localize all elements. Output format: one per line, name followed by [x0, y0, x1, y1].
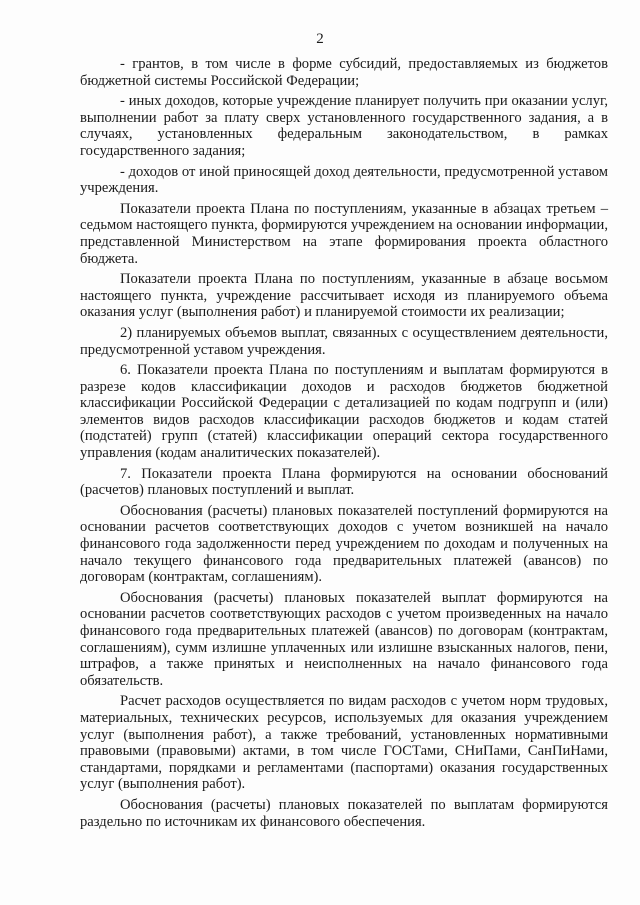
- paragraph-planned-payments: 2) планируемых объемов выплат, связанных с осуществлением деятельности, предусмотренной уставом учреждения.: [80, 324, 608, 358]
- document-body: [80, 56, 608, 834]
- paragraph-payment-justification: Обоснования (расчеты) плановых показателей выплат формируются на основании расчетов соответствующих расходов с учетом произведенных на начало финансового года предварительных платежей (авансов) по договорам (контрактам, соглашениям), сумм излишне уплаченных или излишне взысканных налогов, пени, штрафов, а также принятых и неисполненных на начало финансового года обязательств.: [80, 589, 608, 689]
- paragraph-revenue-calculation: Показатели проекта Плана по поступлениям, указанные в абзаце восьмом настоящего пункта, учреждение рассчитывает исходя из планируемого объема оказания услуг (выполнения работ) и планируемой стоимости их реализации;: [80, 271, 608, 321]
- paragraph-item-7: 7. Показатели проекта Плана формируются на основании обоснований (расчетов) плановых поступлений и выплат.: [80, 465, 608, 499]
- page-number: 2: [316, 31, 324, 47]
- paragraph-item-6: 6. Показатели проекта Плана по поступлениям и выплатам формируются в разрезе кодов классификации доходов и расходов бюджетов бюджетной классификации Российской Федерации с детализацией по кодам подгрупп и (или) элементов видов расходов классификации расходов бюджетов и кодам статей (подстатей) групп (статей) классификации операций сектора государственного управления (кодам аналитических показателей).: [80, 362, 608, 462]
- paragraph-income-activity: - доходов от иной приносящей доход деятельности, предусмотренной уставом учреждения.: [80, 163, 608, 197]
- paragraph-expense-calculation: Расчет расходов осуществляется по видам расходов с учетом норм трудовых, материальных, технических ресурсов, используемых для оказания учреждением услуг (выполнения работ), а также требований, установленных нормативными правовыми (правовыми) актами, в том числе ГОСТами, СНиПами, СанПиНами, стандартами, порядками и регламентами (паспортами) оказания государственных услуг (выполнения работ).: [80, 693, 608, 793]
- paragraph-grants: - грантов, в том числе в форме субсидий, предоставляемых из бюджетов бюджетной системы Российской Федерации;: [80, 56, 608, 89]
- paragraph-revenue-justification: Обоснования (расчеты) плановых показателей поступлений формируются на основании расчетов соответствующих доходов с учетом возникшей на начало финансового года задолженности перед учреждением по доходам и полученных на начало текущего финансового года предварительных платежей (авансов) по договорам (контрактам, соглашениям).: [80, 502, 608, 586]
- paragraph-other-income: - иных доходов, которые учреждение планирует получить при оказании услуг, выполнении работ за плату сверх установленного государственного задания, а в случаях, установленных федеральным законодательством, в рамках государственного задания;: [80, 93, 608, 159]
- paragraph-revenue-indicators: Показатели проекта Плана по поступлениям, указанные в абзацах третьем – седьмом настоящего пункта, формируются учреждением на основании информации, представленной Министерством на этапе формирования проекта областного бюджета.: [80, 200, 608, 267]
- paragraph-sources-of-funding: Обоснования (расчеты) плановых показателей по выплатам формируются раздельно по источникам их финансового обеспечения.: [80, 796, 608, 830]
